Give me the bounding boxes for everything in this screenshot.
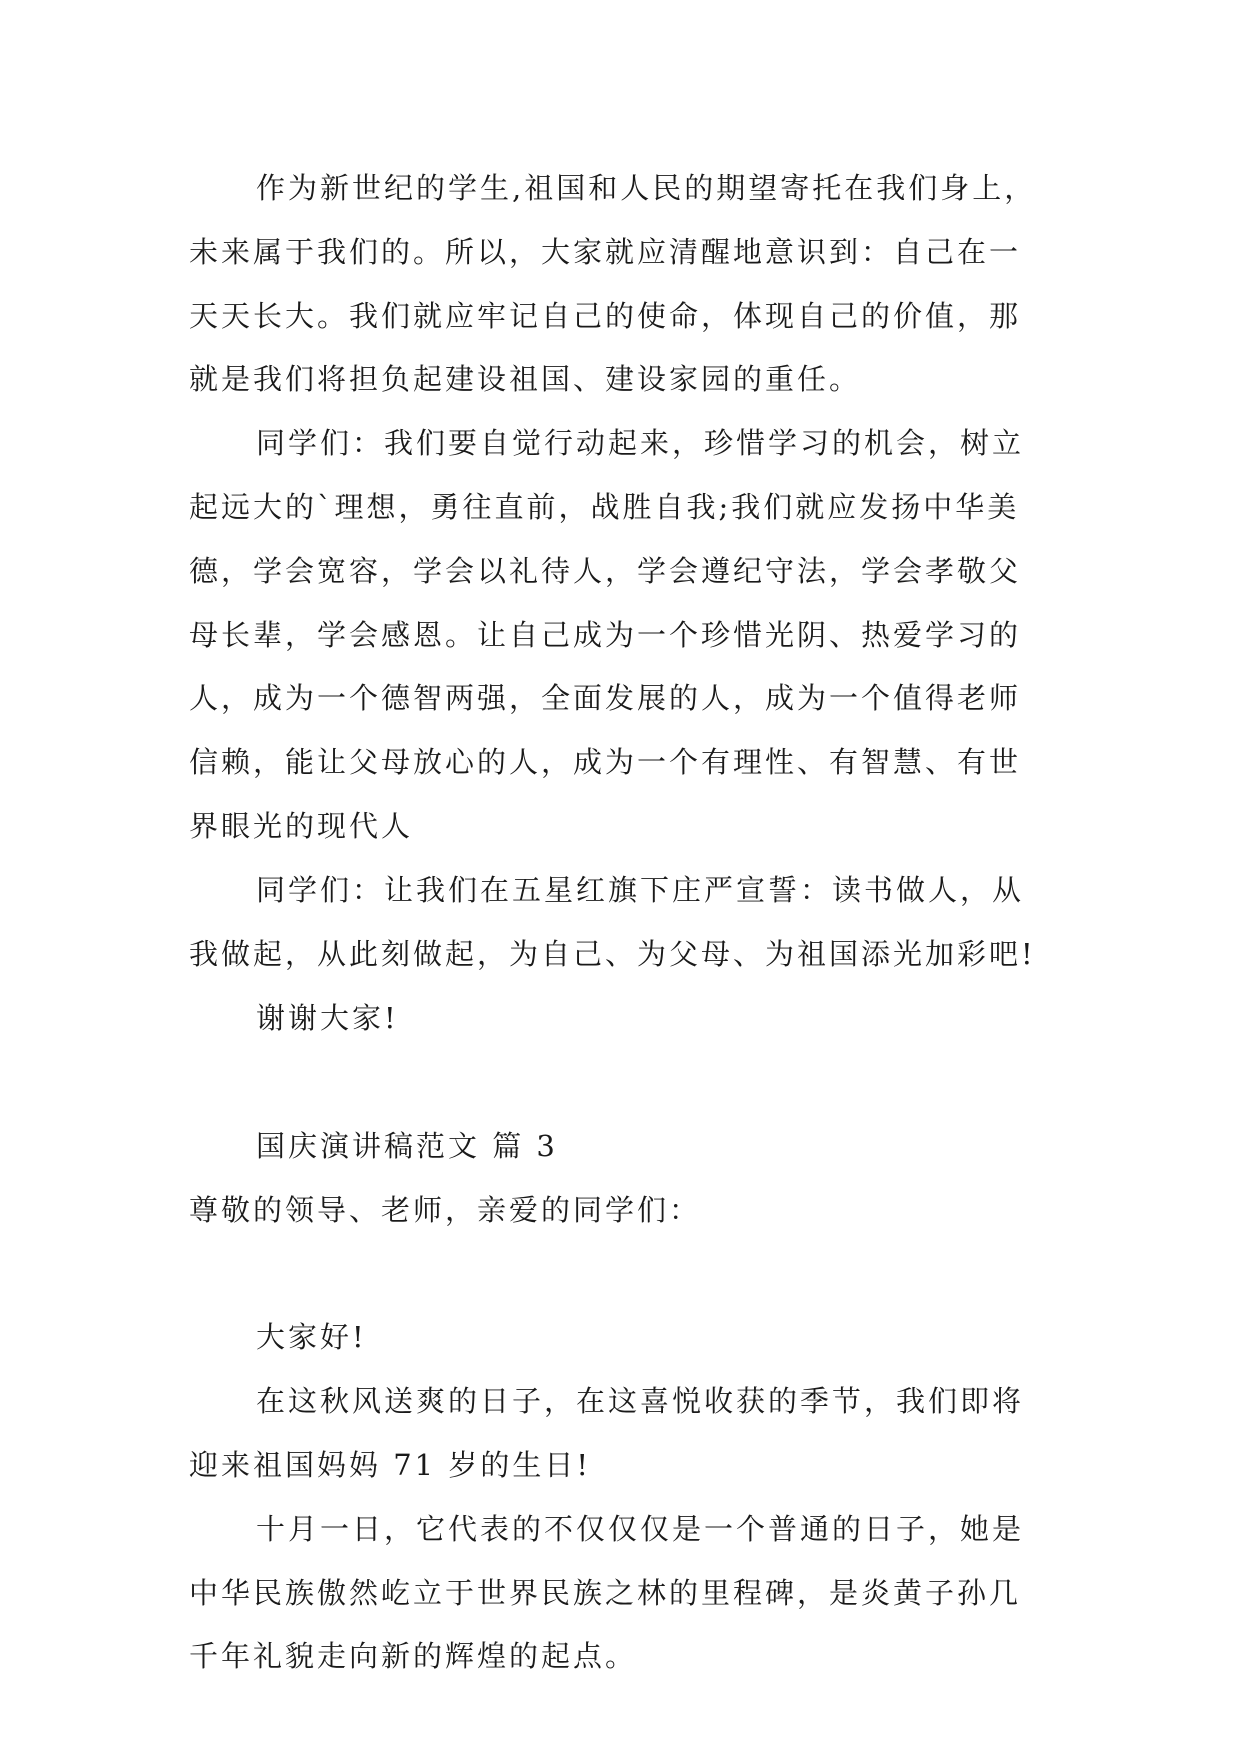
- paragraph-3-line-1: 同学们：让我们在五星红旗下庄严宣誓：读书做人，从: [256, 873, 1025, 907]
- paragraph-1-line-2: 未来属于我们的。所以，大家就应清醒地意识到：自己在一: [189, 235, 1022, 269]
- paragraph-2-line-7: 界眼光的现代人: [189, 809, 414, 843]
- paragraph-1-line-3: 天天长大。我们就应牢记自己的使命，体现自己的价值，那: [189, 299, 1022, 333]
- paragraph-3-line-2: 我做起，从此刻做起，为自己、为父母、为祖国添光加彩吧!: [189, 937, 1036, 971]
- paragraph-2-line-1: 同学们：我们要自觉行动起来，珍惜学习的机会，树立: [256, 426, 1025, 460]
- paragraph-oct1-line-1: 十月一日，它代表的不仅仅仅是一个普通的日子，她是: [256, 1512, 1025, 1546]
- paragraph-2-line-6: 信赖，能让父母放心的人，成为一个有理性、有智慧、有世: [189, 745, 1022, 779]
- paragraph-2-line-4: 母长辈，学会感恩。让自己成为一个珍惜光阴、热爱学习的: [189, 618, 1022, 652]
- paragraph-1-line-4: 就是我们将担负起建设祖国、建设家园的重任。: [189, 362, 862, 396]
- paragraph-autumn-line-2: 迎来祖国妈妈 71 岁的生日!: [189, 1448, 591, 1482]
- section-heading: 国庆演讲稿范文 篇 3: [256, 1129, 558, 1163]
- paragraph-autumn-line-1: 在这秋风送爽的日子，在这喜悦收获的季节，我们即将: [256, 1384, 1025, 1418]
- paragraph-2-line-3: 德，学会宽容，学会以礼待人，学会遵纪守法，学会孝敬父: [189, 554, 1022, 588]
- paragraph-1-line-1: 作为新世纪的学生,祖国和人民的期望寄托在我们身上，: [256, 171, 1037, 205]
- greeting: 大家好!: [256, 1320, 367, 1354]
- salutation: 尊敬的领导、老师，亲爱的同学们：: [189, 1193, 702, 1227]
- closing-thanks: 谢谢大家!: [256, 1001, 399, 1035]
- paragraph-oct1-line-2: 中华民族傲然屹立于世界民族之林的里程碑，是炎黄子孙几: [189, 1576, 1022, 1610]
- paragraph-2-line-2: 起远大的`理想，勇往直前，战胜自我;我们就应发扬中华美: [189, 490, 1020, 524]
- paragraph-oct1-line-3: 千年礼貌走向新的辉煌的起点。: [189, 1639, 638, 1673]
- paragraph-2-line-5: 人，成为一个德智两强，全面发展的人，成为一个值得老师: [189, 681, 1022, 715]
